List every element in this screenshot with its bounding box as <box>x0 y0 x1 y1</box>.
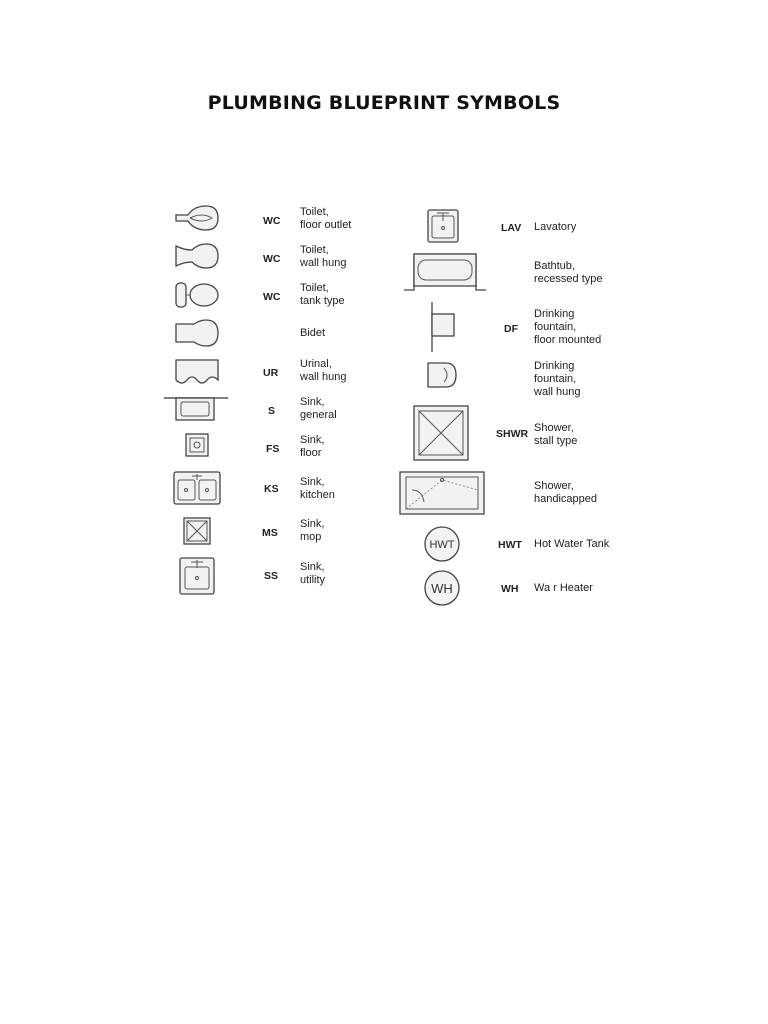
symbol-description <box>300 434 324 460</box>
shower-stall-icon <box>412 404 470 462</box>
description-line: kitchen <box>300 489 335 501</box>
description-line: mop <box>300 531 322 543</box>
description-line: fountain, <box>534 373 577 385</box>
symbols-sheet <box>160 198 612 610</box>
sink-utility-icon <box>178 556 216 596</box>
description-line: Drinking <box>534 308 575 320</box>
page-title: PLUMBING BLUEPRINT SYMBOLS <box>207 92 561 114</box>
symbol-abbr: DF <box>504 323 518 335</box>
description-line: floor mounted <box>534 334 602 346</box>
description-line: Hot Water Tank <box>534 538 610 550</box>
description-line: Sink, <box>300 434 325 446</box>
symbol-row <box>392 524 612 558</box>
symbol-description <box>300 476 335 502</box>
description-line: Toilet, <box>300 206 329 218</box>
description-line: handicapped <box>534 493 598 505</box>
description-line: wall hung <box>534 386 581 398</box>
description-line: wall hung <box>300 371 347 383</box>
symbol-abbr: S <box>268 405 276 417</box>
lavatory-icon <box>426 208 460 244</box>
description-line: Bathtub, <box>534 260 575 272</box>
toilet-wall-hung-icon <box>174 242 222 272</box>
symbol-abbr: WC <box>263 215 281 227</box>
symbol-description <box>534 308 601 347</box>
urinal-icon <box>172 356 222 388</box>
description-line: wall hung <box>300 257 347 269</box>
circle-label: HWT <box>429 539 455 551</box>
symbol-description <box>300 396 337 422</box>
description-line: Drinking <box>534 360 575 372</box>
symbol-description <box>534 582 593 595</box>
symbol-abbr: LAV <box>501 222 522 234</box>
symbol-row <box>160 242 380 276</box>
symbol-description <box>300 282 345 308</box>
description-line: floor outlet <box>300 219 352 231</box>
symbol-description <box>300 358 346 384</box>
symbol-description <box>300 561 325 587</box>
description-line: recessed type <box>534 273 603 285</box>
description-line: Shower, <box>534 422 574 434</box>
toilet-tank-type-icon <box>174 280 222 310</box>
symbol-row <box>160 516 380 550</box>
description-line: Sink, <box>300 396 325 408</box>
symbol-row <box>392 360 612 398</box>
symbol-row <box>160 356 380 390</box>
description-line: tank type <box>300 295 345 307</box>
symbol-description <box>534 221 576 234</box>
hot-water-tank-icon <box>422 524 462 564</box>
description-line: Urinal, <box>300 358 332 370</box>
symbol-description <box>300 244 346 270</box>
description-line: Lavatory <box>534 221 577 233</box>
symbol-abbr: SS <box>264 570 279 582</box>
description-line: Shower, <box>534 480 574 492</box>
symbol-row <box>392 568 612 602</box>
symbol-description <box>534 422 577 448</box>
description-line: Sink, <box>300 476 325 488</box>
description-line: floor <box>300 447 322 459</box>
bidet-icon <box>172 318 222 348</box>
symbol-row <box>392 404 612 447</box>
symbol-row <box>160 470 380 504</box>
drinking-fountain-floor-icon <box>428 302 458 352</box>
symbol-description <box>300 327 325 340</box>
sink-general-icon <box>162 394 230 424</box>
description-line: stall type <box>534 435 578 447</box>
symbol-row <box>392 208 612 242</box>
symbol-abbr: UR <box>263 367 279 379</box>
symbol-abbr: WH <box>501 583 519 595</box>
symbol-row <box>160 432 380 466</box>
symbol-row <box>160 318 380 352</box>
symbol-abbr: WC <box>263 253 281 265</box>
symbol-description <box>300 206 351 232</box>
description-line: utility <box>300 574 326 586</box>
sink-mop-icon <box>182 516 212 546</box>
symbol-description <box>534 538 609 551</box>
symbol-abbr: WC <box>263 291 281 303</box>
symbol-row <box>392 302 612 346</box>
symbol-abbr: KS <box>264 483 279 495</box>
symbol-row <box>160 280 380 314</box>
symbol-row <box>160 204 380 238</box>
description-line: Wa r Heater <box>534 582 593 594</box>
symbol-abbr: SHWR <box>496 428 529 440</box>
symbol-row <box>160 394 380 428</box>
bathtub-icon <box>402 250 488 292</box>
symbol-description <box>534 260 602 286</box>
symbol-abbr: FS <box>266 443 280 455</box>
description-line: Sink, <box>300 561 325 573</box>
toilet-floor-outlet-icon <box>172 204 220 234</box>
description-line: Bidet <box>300 327 326 339</box>
description-line: Toilet, <box>300 244 329 256</box>
symbol-row <box>392 250 612 284</box>
circle-label: WH <box>431 581 453 596</box>
description-line: Sink, <box>300 518 325 530</box>
sink-kitchen-icon <box>172 470 222 506</box>
shower-handicapped-icon <box>398 470 486 516</box>
description-line: fountain, <box>534 321 577 333</box>
symbol-row <box>392 470 612 504</box>
symbol-row <box>160 556 380 590</box>
water-heater-icon <box>422 568 462 608</box>
sink-floor-icon <box>184 432 210 460</box>
symbol-abbr: MS <box>262 527 278 539</box>
symbol-description <box>534 480 597 506</box>
symbol-description <box>534 360 580 399</box>
symbol-abbr: HWT <box>498 539 522 551</box>
symbol-description <box>300 518 324 544</box>
description-line: general <box>300 409 337 421</box>
drinking-fountain-wall-icon <box>426 360 458 390</box>
description-line: Toilet, <box>300 282 329 294</box>
